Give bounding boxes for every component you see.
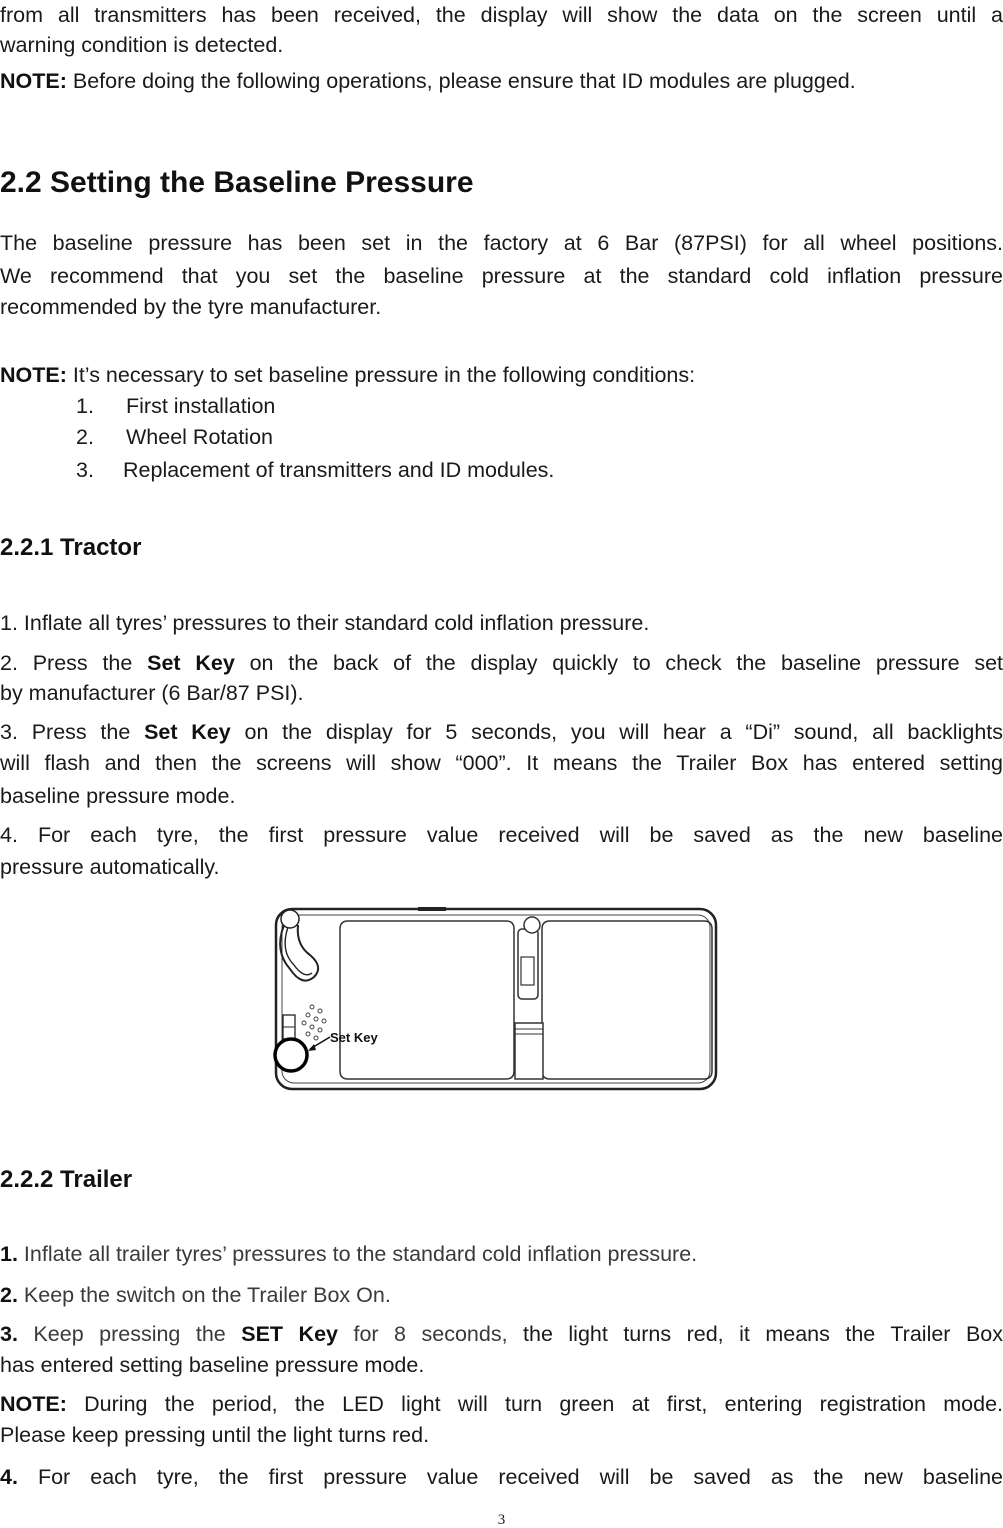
set-key-label: SET Key (241, 1322, 338, 1346)
condition-number: 3. (76, 458, 94, 482)
trailer-step-1: 1. Inflate all trailer tyres’ pressures to the standard cold inflation pressure. (0, 1242, 698, 1266)
condition-number: 2. (76, 425, 94, 449)
note-label: NOTE: (0, 69, 67, 93)
step-number: 1 (0, 1242, 12, 1266)
conditions-note (0, 360, 1003, 390)
trailer-step-3-line-1: 3. Keep pressing the SET Key for 8 seconds, the light turns red, it means the Trailer Box (0, 1322, 1003, 1346)
trailer-step-4-line-1: 4. For each tyre, the first pressure value received will be saved as the new baseline (0, 1465, 1003, 1489)
note-text: It’s necessary to set baseline pressure in the following conditions: (66, 363, 696, 387)
step-prefix: 2. Press the (0, 651, 148, 675)
trailer-note-line-2: Please keep pressing until the light turns red. (0, 1423, 430, 1447)
note-label: NOTE: (0, 363, 67, 387)
note-text: During the period, the LED light will turn green at first, entering registration mode. (66, 1392, 1003, 1416)
step-number: 3 (0, 1322, 12, 1346)
set-key-label: Set Key (147, 651, 235, 675)
trailer-step-3-line-2: has entered setting baseline pressure mode. (0, 1353, 425, 1377)
condition-text: First installation (126, 394, 276, 418)
step-text: on the back of the display quickly to check the baseline pressure set (234, 651, 1003, 675)
condition-text: Replacement of transmitters and ID modules. (123, 458, 555, 482)
display-back-illustration (268, 903, 720, 1095)
trailer-step-2: 2. Keep the switch on the Trailer Box On. (0, 1283, 391, 1307)
condition-item (76, 422, 273, 452)
set-key-figure-label: Set Key (330, 1030, 378, 1045)
condition-item (76, 391, 275, 421)
tractor-step-3-line-2: will flash and then the screens will show “000”. It means the Trailer Box has entered setting (0, 751, 1003, 775)
tractor-step-3-line-3: baseline pressure mode. (0, 784, 236, 808)
note-text: Before doing the following operations, please ensure that ID modules are plugged. (66, 69, 856, 93)
section-heading-tractor: 2.2.1 Tractor (0, 534, 142, 561)
section-heading-2-2: 2.2 Setting the Baseline Pressure (0, 166, 474, 199)
tractor-step-4-line-1: 4. For each tyre, the first pressure value received will be saved as the new baseline (0, 823, 1003, 847)
step-text: the light turns red, it means the Trailer Box (507, 1322, 1003, 1346)
tractor-step-4-line-2: pressure automatically. (0, 855, 220, 879)
step-number: 2 (0, 1283, 12, 1307)
condition-item (76, 455, 554, 485)
baseline-para-line-2: We recommend that you set the baseline pressure at the standard cold inflation pressure (0, 264, 1003, 288)
tractor-step-1: 1. Inflate all tyres’ pressures to their standard cold inflation pressure. (0, 611, 650, 635)
intro-line-2: warning condition is detected. (0, 33, 284, 57)
step-text: on the display for 5 seconds, you will hear a “Di” sound, all backlights (230, 720, 1003, 744)
note-label: NOTE: (0, 1392, 67, 1416)
condition-text: Wheel Rotation (126, 425, 273, 449)
baseline-para-line-1: The baseline pressure has been set in the factory at 6 Bar (87PSI) for all wheel positions. (0, 231, 1003, 255)
step-text: For each tyre, the first pressure value received will be saved as the new baseline (17, 1465, 1003, 1489)
step-duration: for 8 seconds, (338, 1322, 508, 1346)
tractor-step-3-line-1 (0, 717, 1003, 747)
tractor-step-2-line-1 (0, 648, 1003, 678)
step-number: 4 (0, 1465, 12, 1489)
trailer-note-line-1 (0, 1389, 1003, 1419)
condition-number: 1. (76, 394, 94, 418)
note-top (0, 66, 1003, 96)
page-number: 3 (497, 1512, 506, 1528)
step-text: Inflate all trailer tyres’ pressures to the standard cold inflation pressure. (17, 1242, 698, 1266)
step-prefix: Keep pressing the (17, 1322, 242, 1346)
set-key-label: Set Key (144, 720, 231, 744)
baseline-para-line-3: recommended by the tyre manufacturer. (0, 295, 382, 319)
step-prefix: 3. Press the (0, 720, 145, 744)
section-heading-trailer: 2.2.2 Trailer (0, 1166, 133, 1193)
intro-line-1: from all transmitters has been received, the display will show the data on the screen until a (0, 3, 1003, 27)
step-text: Keep the switch on the Trailer Box On. (17, 1283, 391, 1307)
tractor-step-2-line-2: by manufacturer (6 Bar/87 PSI). (0, 681, 304, 705)
